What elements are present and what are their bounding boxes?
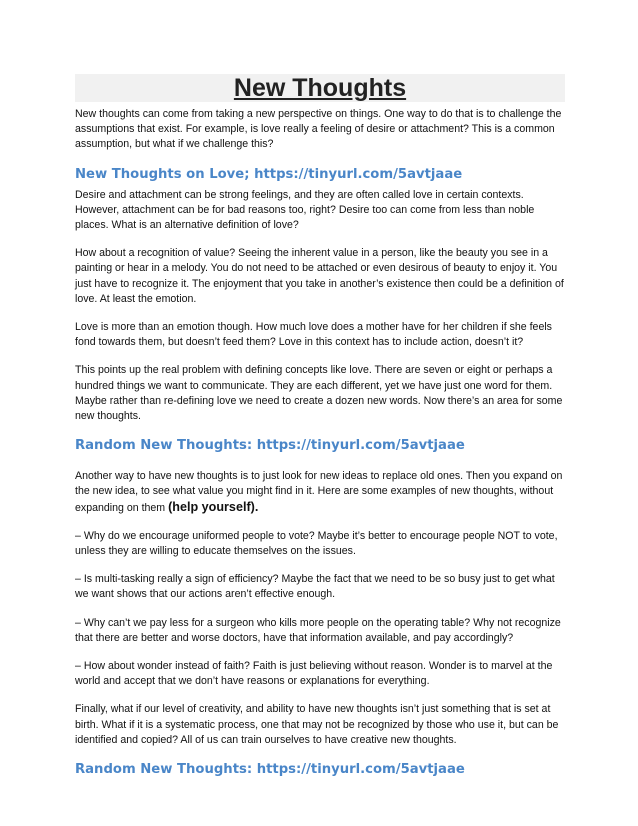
- closing-paragraph: Finally, what if our level of creativity, and ability to have new thoughts isn’t just something that is set at birth. What if it is a systematic process, one that may not be recognized by those who use it, but can be identified and copied? All of us can train ourselves to have creative new thoughts.: [75, 703, 559, 746]
- random-intro-bold: (help yourself).: [168, 499, 259, 514]
- footer-section-heading: Random New Thoughts: https://tinyurl.com/5avtjaae: [75, 762, 465, 778]
- page-title: New Thoughts: [233, 74, 407, 102]
- intro-paragraph: New thoughts can come from taking a new perspective on things. One way to do that is to challenge the assumptions that exist. For example, is love really a feeling of desire or attachment? This is a common assumption, but what if we challenge this?: [75, 108, 562, 151]
- random-intro-text: Another way to have new thoughts is to just look for new ideas to replace old ones. Then you expand on the new idea, to see what value you might find in it. Here are some examples of new thoughts, without expanding on them: [75, 470, 563, 514]
- love-paragraph-2: How about a recognition of value? Seeing the inherent value in a person, like the beauty you see in a painting or hear in a melody. You do not need to be attached or even desirous of beauty to enjoy it. You just have to recognize it. The enjoyment that you take in another’s existence then could be a definition of love. At least the emotion.: [75, 247, 564, 305]
- list-item: – How about wonder instead of faith? Faith is just believing without reason. Wonder is to marvel at the world and accept that we don’t have reasons or explanations for everything.: [75, 660, 553, 688]
- section-heading-random: Random New Thoughts: https://tinyurl.com/5avtjaae: [75, 438, 465, 454]
- love-paragraph-3: Love is more than an emotion though. How much love does a mother have for her children if she feels fond towards them, but doesn’t feed them? Love in this context has to include action, doesn’t it?: [75, 321, 552, 349]
- love-paragraph-1: Desire and attachment can be strong feelings, and they are often called love in certain contexts. However, attachment can be for bad reasons too, right? Desire too can come from less than noble places. What is an alternative definition of love?: [75, 188, 535, 232]
- love-paragraph-4: This points up the real problem with defining concepts like love. There are seven or eight or perhaps a hundred things we want to communicate. They are each different, yet we have just one word for them. Maybe rather than re-defining love we need to create a dozen new words. Now there’s an area for some new thoughts.: [75, 364, 563, 423]
- list-item: – Why can’t we pay less for a surgeon who kills more people on the operating table? Why not recognize that there are better and worse doctors, have that information available, and pay accordingly?: [75, 616, 561, 644]
- title-band: [75, 74, 565, 102]
- random-intro-paragraph: [75, 469, 565, 516]
- section-heading-love: New Thoughts on Love; https://tinyurl.com/5avtjaae: [75, 166, 463, 182]
- list-item: – Why do we encourage uniformed people to vote? Maybe it’s better to encourage people NOT to vote, unless they are willing to educate themselves on the issues.: [75, 529, 558, 558]
- list-item: – Is multi-tasking really a sign of efficiency? Maybe the fact that we need to be so busy just to get what we want shows that our actions aren’t effective enough.: [75, 573, 555, 601]
